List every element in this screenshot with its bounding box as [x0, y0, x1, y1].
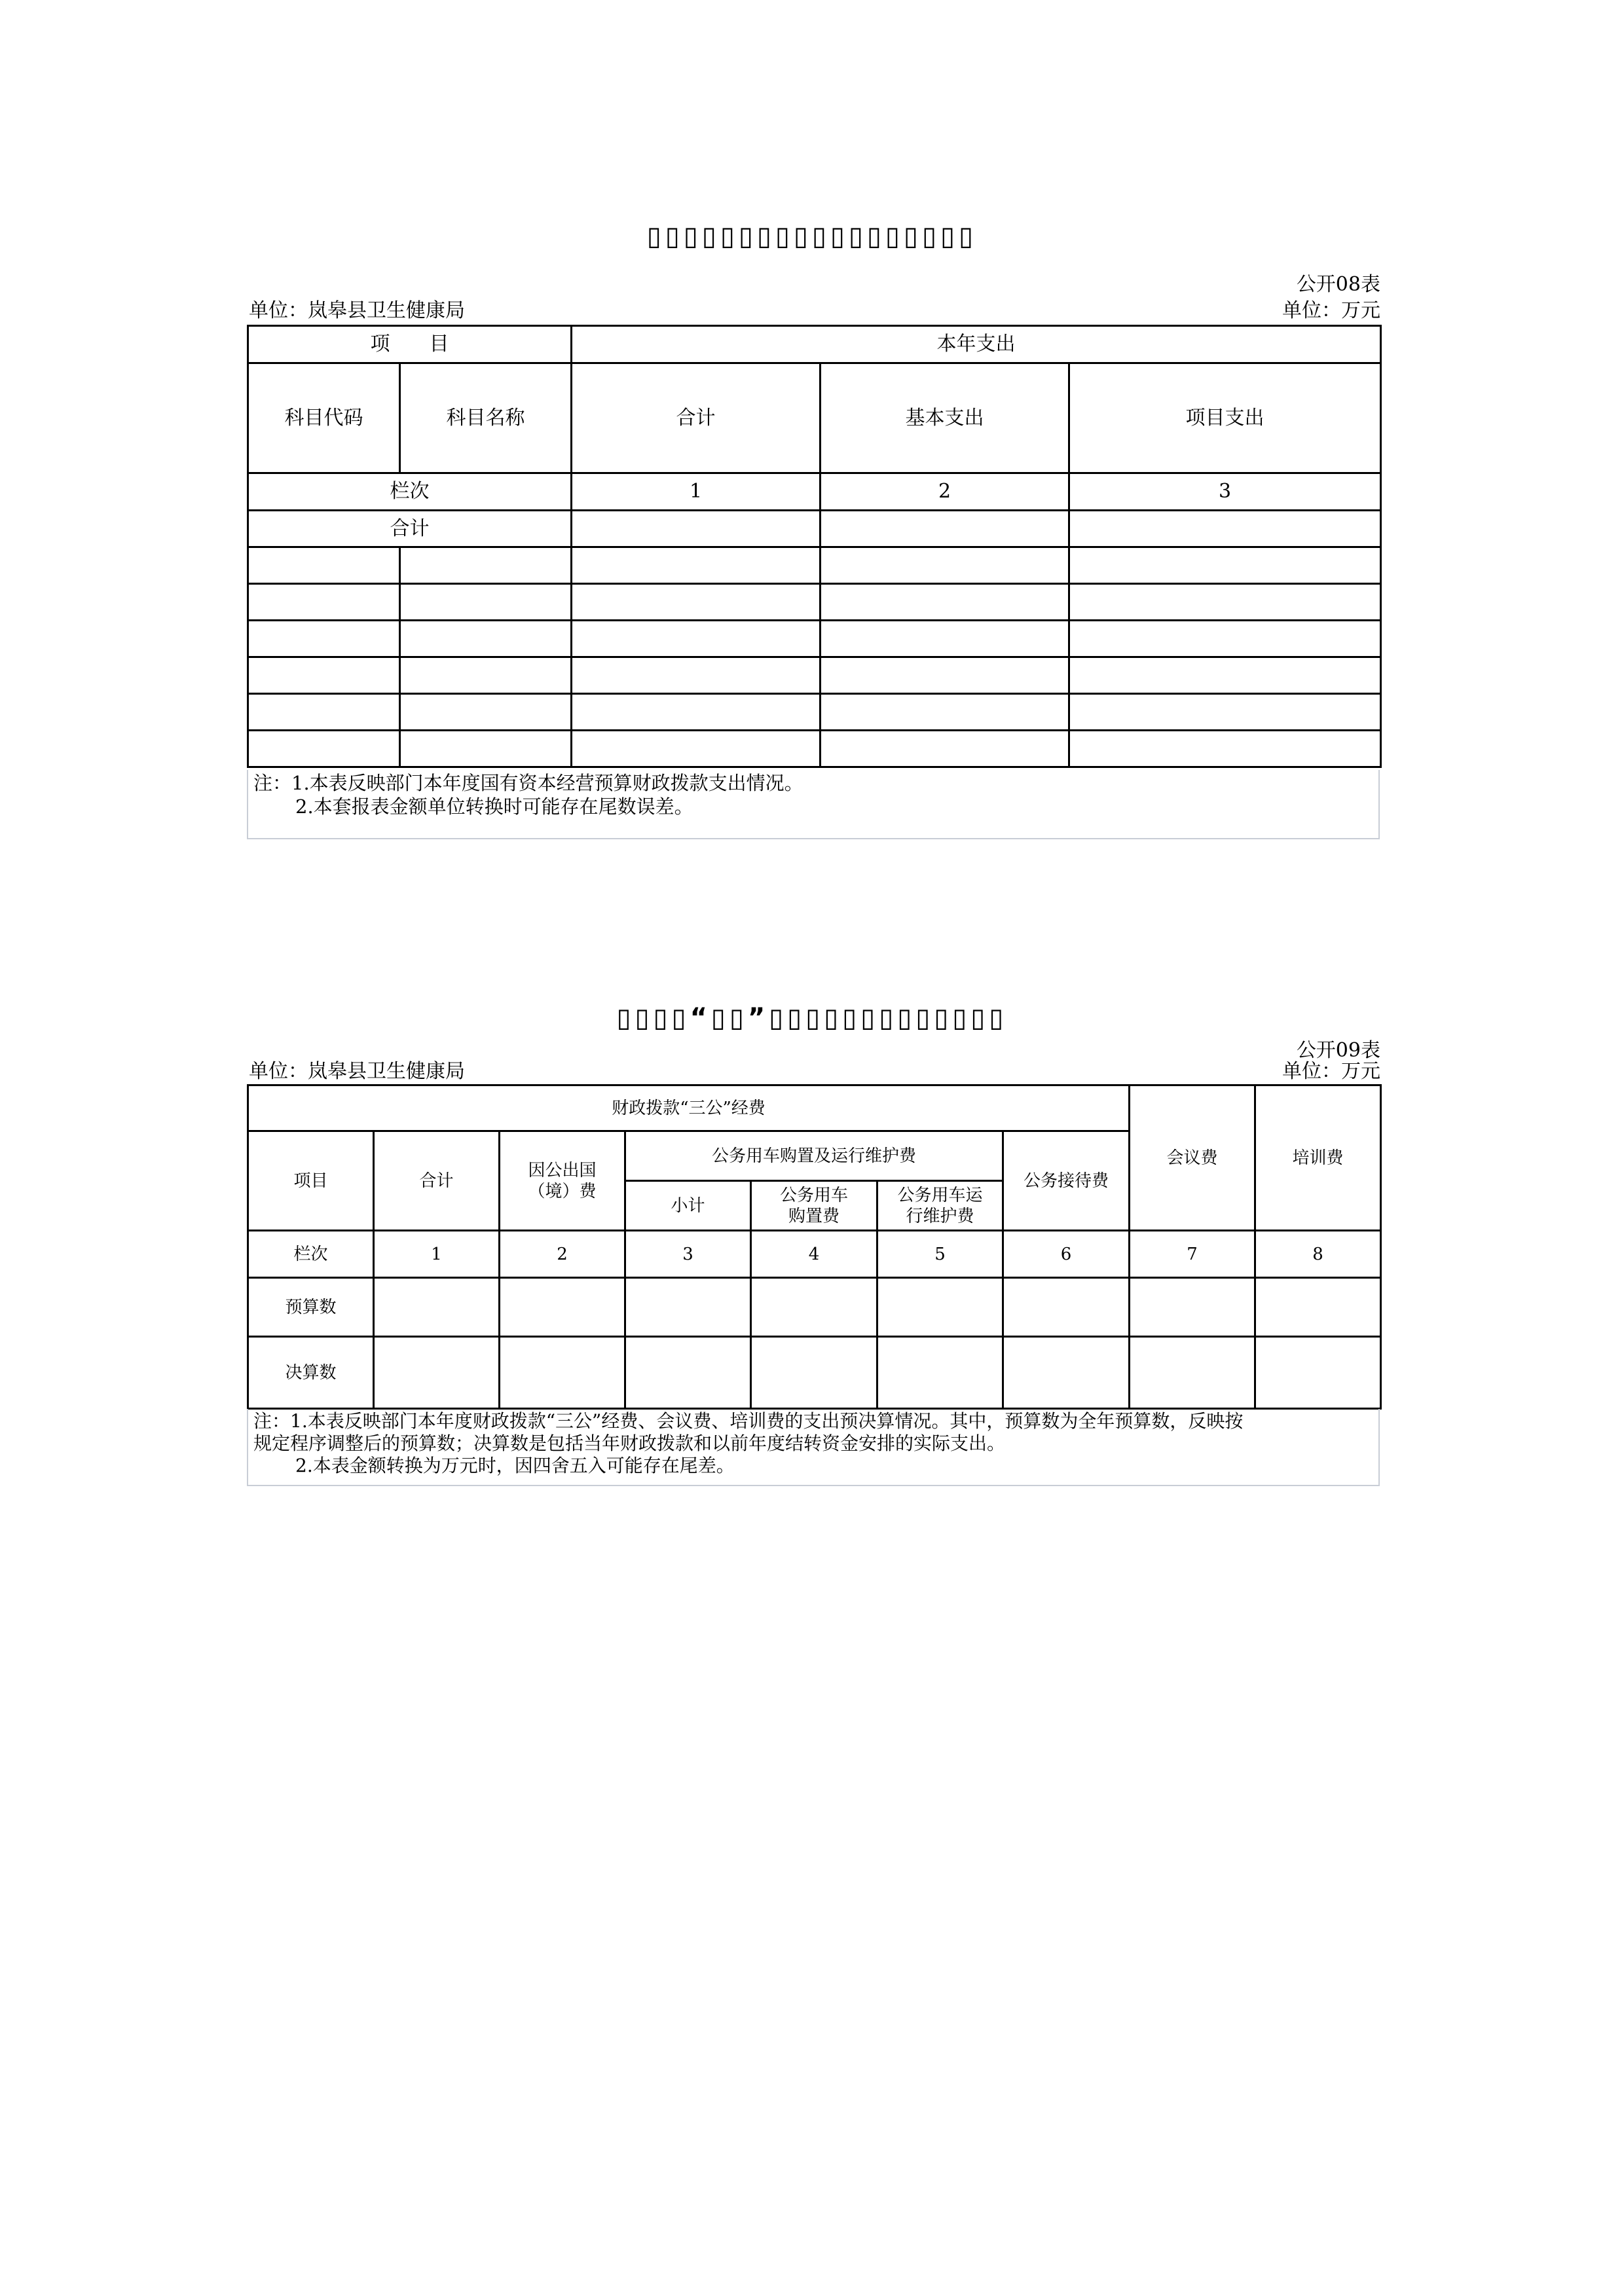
total-sum-cell — [572, 511, 821, 547]
header-item: 项目 — [248, 1131, 374, 1231]
header-vehicle-expense: 公务用车购置及运行维护费 — [625, 1131, 1003, 1181]
header-fiscal-three-public: 财政拨款“三公”经费 — [248, 1085, 1130, 1131]
row-final-label: 决算数 — [248, 1337, 374, 1409]
table09 — [247, 1084, 1382, 1410]
header-meeting-fee: 会议费 — [1130, 1085, 1255, 1231]
column-index-7: 7 — [1130, 1231, 1255, 1278]
header-total: 合计 — [572, 363, 821, 473]
table-row — [248, 621, 1381, 657]
header-current-year-expense: 本年支出 — [572, 326, 1381, 363]
header-basic-expense: 基本支出 — [821, 363, 1069, 473]
column-index-6: 6 — [1003, 1231, 1130, 1278]
row-column-index-label: 栏次 — [248, 1231, 374, 1278]
table08-notes — [247, 770, 1380, 839]
table-row — [248, 657, 1381, 694]
table-row — [248, 731, 1381, 767]
header-vehicle-maintenance: 公务用车运行维护费 — [877, 1181, 1003, 1231]
column-index-8: 8 — [1255, 1231, 1381, 1278]
header-training-fee: 培训费 — [1255, 1085, 1381, 1231]
column-index-3: 3 — [1069, 473, 1381, 511]
row-budget-label: 预算数 — [248, 1278, 374, 1337]
table09-unit-name: 单位：岚皋县卫生健康局 — [249, 1060, 465, 1083]
table-row — [248, 1337, 1381, 1409]
column-index-1: 1 — [572, 473, 821, 511]
column-index-1: 1 — [374, 1231, 500, 1278]
column-index-5: 5 — [877, 1231, 1003, 1278]
table-row — [248, 547, 1381, 584]
header-total: 合计 — [374, 1131, 500, 1231]
header-project-expense: 项目支出 — [1069, 363, 1381, 473]
table09-note-1: 注：1.本表反映部门本年度财政拨款“三公”经费、会议费、培训费的支出预决算情况。其中，预算数为全年预算数，反映按 — [253, 1410, 1244, 1432]
table08-unit-name: 单位：岚皋县卫生健康局 — [249, 299, 465, 322]
table-row — [248, 694, 1381, 731]
table08-note-1: 注：1.本表反映部门本年度国有资本经营预算财政拨款支出情况。 — [253, 772, 803, 794]
header-subject-code: 科目代码 — [248, 363, 400, 473]
header-item: 项 目 — [248, 326, 572, 363]
table09-notes — [247, 1409, 1380, 1486]
table08 — [247, 325, 1382, 768]
total-basic-cell — [821, 511, 1069, 547]
header-vehicle-subtotal: 小计 — [625, 1181, 751, 1231]
table-row — [248, 1278, 1381, 1337]
table09-note-1-continued: 规定程序调整后的预算数；决算数是包括当年财政拨款和以前年度结转资金安排的实际支出。 — [253, 1432, 1006, 1454]
header-subject-name: 科目名称 — [400, 363, 572, 473]
table09-note-2: 2.本表金额转换为万元时，因四舍五入可能存在尾差。 — [295, 1455, 735, 1476]
table08-form-number: 公开08表 — [1296, 273, 1380, 296]
total-project-cell — [1069, 511, 1381, 547]
header-overseas-travel: 因公出国（境）费 — [500, 1131, 625, 1231]
column-index-2: 2 — [500, 1231, 625, 1278]
table09-money-unit: 单位：万元 — [1282, 1060, 1380, 1083]
header-reception-fee: 公务接待费 — [1003, 1131, 1130, 1231]
table-row — [248, 584, 1381, 621]
column-index-3: 3 — [625, 1231, 751, 1278]
header-vehicle-purchase: 公务用车购置费 — [751, 1181, 877, 1231]
row-total-label: 合计 — [248, 511, 572, 547]
table09-title: ▯▯▯▯“▯▯”▯▯▯▯▯▯▯▯▯▯▯▯▯ — [616, 1003, 1008, 1033]
column-index-2: 2 — [821, 473, 1069, 511]
row-column-index-label: 栏次 — [248, 473, 572, 511]
table08-money-unit: 单位：万元 — [1282, 299, 1380, 322]
table08-title: ▯▯▯▯▯▯▯▯▯▯▯▯▯▯▯▯▯▯ — [646, 221, 978, 251]
column-index-4: 4 — [751, 1231, 877, 1278]
table09-form-number: 公开09表 — [1296, 1039, 1380, 1062]
table08-note-2: 2.本套报表金额单位转换时可能存在尾数误差。 — [295, 795, 693, 818]
